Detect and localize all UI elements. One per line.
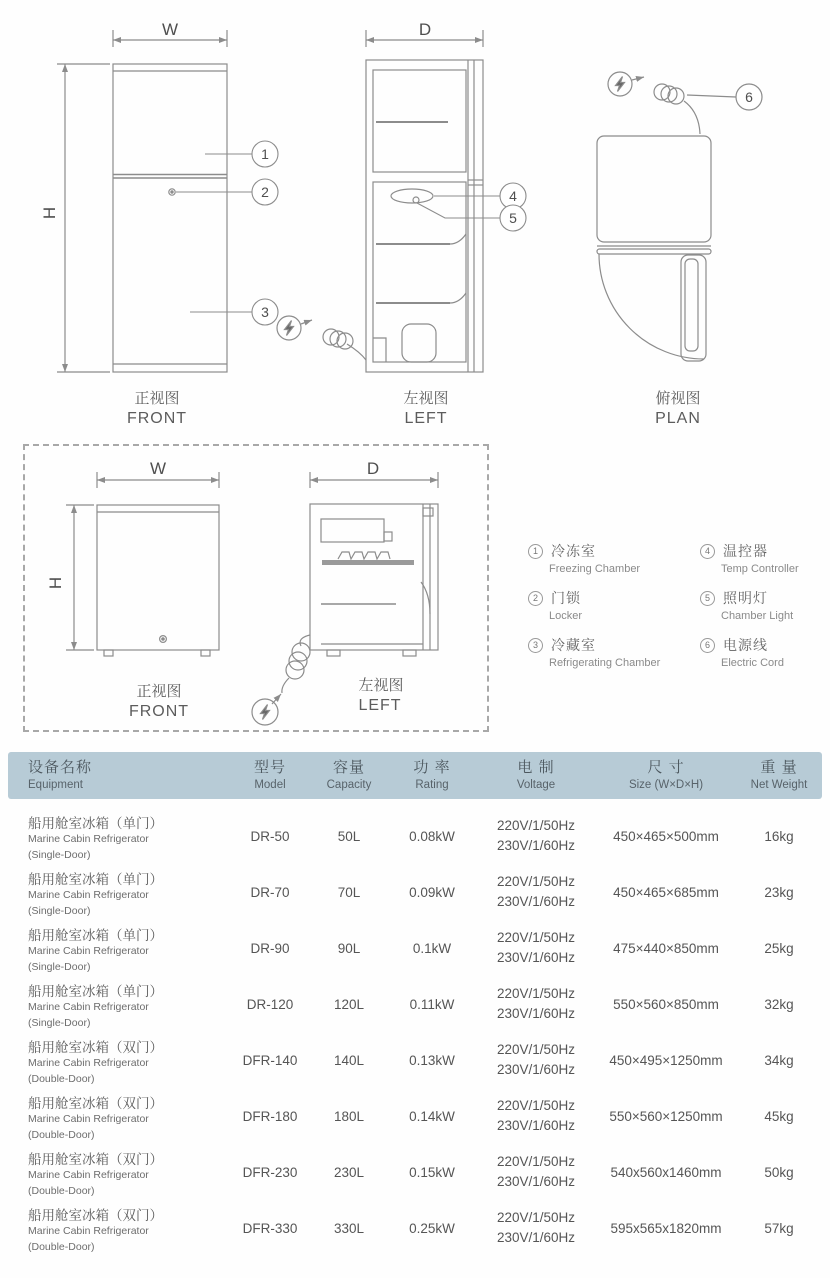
front-small-label-zh: 正视图 [136,683,182,700]
size-cell: 550×560×1250mm [609,1108,723,1124]
model-cell: DFR-180 [242,1108,298,1124]
model-cell: DR-50 [250,828,290,844]
equipment-cell [8,868,230,917]
voltage-cell [476,928,596,969]
col-header-weight [736,758,822,792]
callout-5: 5 [509,210,517,226]
equipment-cell [8,924,230,973]
legend-column-1 [528,541,700,669]
weight-cell: 34kg [764,1052,794,1068]
header-en: Voltage [516,778,556,791]
voltage-cell [476,1152,596,1193]
left-top-label-en: LEFT [404,410,448,427]
dim-w-front: W [161,20,179,39]
door-type: (Single-Door) [28,904,91,917]
voltage-line2: 230V/1/60Hz [496,1174,576,1189]
table-row [8,864,822,920]
dim-d-left-small: D [366,459,380,478]
model-cell: DFR-140 [242,1052,298,1068]
weight-cell: 25kg [764,940,794,956]
table-row [8,1088,822,1144]
voltage-cell [476,1208,596,1249]
callout-2: 2 [261,184,269,200]
front-view-drawing [57,30,227,372]
size-cell: 450×465×500mm [613,828,719,844]
rating-cell: 0.08kW [409,828,455,844]
legend [528,541,830,669]
voltage-cell [476,1096,596,1137]
model-cell: DR-90 [250,940,290,956]
header-zh: 型号 [253,759,286,777]
legend-item-temp-controller [700,541,830,575]
legend-item-refrigerating-chamber [528,635,700,669]
weight-cell: 23kg [764,884,794,900]
capacity-cell: 140L [333,1052,365,1068]
legend-en: Chamber Light [721,610,794,622]
equipment-en: Marine Cabin Refrigerator [28,1112,149,1125]
legend-num-3-icon: 3 [528,638,543,653]
voltage-cell [476,1040,596,1081]
voltage-line2: 230V/1/60Hz [496,894,576,909]
col-header-capacity [310,758,388,792]
size-cell: 450×465×685mm [613,884,719,900]
legend-en: Locker [549,610,583,622]
legend-en: Electric Cord [721,657,784,669]
plan-top-label-zh: 俯视图 [655,390,701,407]
header-zh: 功 率 [413,759,451,777]
equipment-zh: 船用舱室冰箱（双门） [28,1039,163,1055]
equipment-en: Marine Cabin Refrigerator [28,832,149,845]
equipment-en: Marine Cabin Refrigerator [28,888,149,901]
legend-num-6-icon: 6 [700,638,715,653]
table-row [8,1200,822,1256]
header-zh: 容量 [332,759,365,777]
equipment-zh: 船用舱室冰箱（单门） [28,927,163,943]
voltage-line1: 220V/1/50Hz [496,1209,576,1225]
equipment-cell [8,1092,230,1141]
top-views-diagram [0,0,830,440]
table-row [8,920,822,976]
door-type: (Double-Door) [28,1072,95,1085]
col-header-size [596,758,736,792]
size-cell: 540x560x1460mm [610,1164,722,1180]
small-views-diagram [25,446,487,730]
table-row [8,976,822,1032]
legend-en: Refrigerating Chamber [549,657,661,669]
header-en: Size (W×D×H) [628,778,704,791]
legend-zh: 照明灯 [723,590,768,606]
voltage-line2: 230V/1/60Hz [496,1006,576,1021]
capacity-cell: 70L [337,884,361,900]
voltage-line2: 230V/1/60Hz [496,950,576,965]
rating-cell: 0.25kW [409,1220,455,1236]
col-header-model [230,758,310,792]
equipment-cell [8,1036,230,1085]
size-cell: 475×440×850mm [613,940,719,956]
compressor-shape [402,324,436,362]
equipment-cell [8,980,230,1029]
ice-tray-shape [338,552,390,559]
capacity-cell: 90L [337,940,361,956]
legend-num-4-icon: 4 [700,544,715,559]
door-type: (Single-Door) [28,1016,91,1029]
voltage-line1: 220V/1/50Hz [496,929,576,945]
evaporator-shape [321,519,384,542]
voltage-line2: 230V/1/60Hz [496,1230,576,1245]
left-small-label-zh: 左视图 [358,677,404,694]
callout-3: 3 [261,304,269,320]
col-header-equipment [8,758,230,792]
left-small-label-en: LEFT [358,697,402,714]
equipment-en: Marine Cabin Refrigerator [28,1056,149,1069]
spec-table [8,752,822,1256]
door-type: (Double-Door) [28,1184,95,1197]
capacity-cell: 330L [333,1220,365,1236]
dim-d-left: D [418,20,432,39]
front-top-label-en: FRONT [126,410,188,427]
rating-cell: 0.09kW [409,884,455,900]
rating-cell: 0.14kW [409,1108,455,1124]
header-en: Net Weight [750,778,808,791]
weight-cell: 57kg [764,1220,794,1236]
rating-cell: 0.1kW [412,940,452,956]
rating-cell: 0.11kW [409,996,455,1012]
equipment-cell [8,1148,230,1197]
equipment-en: Marine Cabin Refrigerator [28,944,149,957]
voltage-cell [476,984,596,1025]
voltage-line1: 220V/1/50Hz [496,1097,576,1113]
legend-item-freezing-chamber [528,541,700,575]
voltage-cell [476,816,596,857]
equipment-zh: 船用舱室冰箱（双门） [28,1207,163,1223]
door-type: (Single-Door) [28,960,91,973]
dim-h-front-small: H [46,576,65,590]
door-type: (Single-Door) [28,848,91,861]
model-cell: DR-120 [246,996,294,1012]
front-small-drawing [66,472,219,656]
equipment-en: Marine Cabin Refrigerator [28,1224,149,1237]
col-header-voltage [476,758,596,792]
capacity-cell: 180L [333,1108,365,1124]
legend-item-chamber-light [700,588,830,622]
table-row [8,808,822,864]
legend-column-2 [700,541,830,669]
legend-num-1-icon: 1 [528,544,543,559]
model-cell: DFR-330 [242,1220,298,1236]
weight-cell: 45kg [764,1108,794,1124]
voltage-cell [476,872,596,913]
door-type: (Double-Door) [28,1128,95,1141]
size-cell: 595x565x1820mm [610,1220,722,1236]
legend-en: Freezing Chamber [549,563,641,575]
header-en: Capacity [326,778,372,791]
voltage-line2: 230V/1/60Hz [496,1118,576,1133]
equipment-zh: 船用舱室冰箱（双门） [28,1095,163,1111]
capacity-cell: 120L [333,996,365,1012]
power-cord-front [277,316,366,360]
model-cell: DR-70 [250,884,290,900]
header-zh: 电 制 [517,759,555,777]
left-top-label-zh: 左视图 [403,390,449,407]
equipment-en: Marine Cabin Refrigerator [28,1000,149,1013]
voltage-line1: 220V/1/50Hz [496,817,576,833]
left-view-drawing [366,30,483,372]
single-door-diagram-box [23,444,489,732]
dim-h-front: H [40,206,59,220]
size-cell: 550×560×850mm [613,996,719,1012]
header-zh: 尺 寸 [647,759,685,777]
left-small-drawing [252,472,438,725]
legend-zh: 冷冻室 [551,543,596,559]
legend-en: Temp Controller [721,563,799,575]
header-en: Rating [415,778,449,791]
rating-cell: 0.13kW [409,1052,455,1068]
equipment-zh: 船用舱室冰箱（单门） [28,815,163,831]
callout-6: 6 [745,89,753,105]
legend-item-locker [528,588,700,622]
equipment-cell [8,1204,230,1253]
model-cell: DFR-230 [242,1164,298,1180]
weight-cell: 50kg [764,1164,794,1180]
callout-1: 1 [261,146,269,162]
table-body [8,808,822,1256]
equipment-cell [8,812,230,861]
plan-top-label-en: PLAN [655,410,701,427]
dim-w-front-small: W [149,459,167,478]
chamber-light-shape [391,189,433,203]
capacity-cell: 230L [333,1164,365,1180]
rating-cell: 0.15kW [409,1164,455,1180]
voltage-line1: 220V/1/50Hz [496,873,576,889]
weight-cell: 32kg [764,996,794,1012]
voltage-line1: 220V/1/50Hz [496,985,576,1001]
front-small-label-en: FRONT [128,703,190,720]
equipment-en: Marine Cabin Refrigerator [28,1168,149,1181]
legend-item-electric-cord [700,635,830,669]
equipment-zh: 船用舱室冰箱（单门） [28,871,163,887]
col-header-rating [388,758,476,792]
equipment-zh: 船用舱室冰箱（单门） [28,983,163,999]
legend-num-2-icon: 2 [528,591,543,606]
door-type: (Double-Door) [28,1240,95,1253]
callout-4: 4 [509,188,517,204]
door-swing-arc [599,254,704,359]
table-row [8,1144,822,1200]
voltage-line2: 230V/1/60Hz [496,838,576,853]
front-top-label-zh: 正视图 [134,390,180,407]
legend-zh: 电源线 [723,637,768,653]
header-zh: 设备名称 [28,759,93,777]
voltage-line1: 220V/1/50Hz [496,1041,576,1057]
equipment-zh: 船用舱室冰箱（双门） [28,1151,163,1167]
legend-zh: 温控器 [723,543,768,559]
size-cell: 450×495×1250mm [609,1052,723,1068]
header-en: Equipment [28,778,83,791]
capacity-cell: 50L [337,828,361,844]
header-zh: 重 量 [760,759,798,777]
header-en: Model [254,778,286,791]
legend-num-5-icon: 5 [700,591,715,606]
voltage-line2: 230V/1/60Hz [496,1062,576,1077]
legend-zh: 冷藏室 [551,637,596,653]
voltage-line1: 220V/1/50Hz [496,1153,576,1169]
weight-cell: 16kg [764,828,794,844]
table-header [8,752,822,799]
table-row [8,1032,822,1088]
legend-zh: 门锁 [551,590,581,606]
plan-view-drawing [597,72,762,361]
